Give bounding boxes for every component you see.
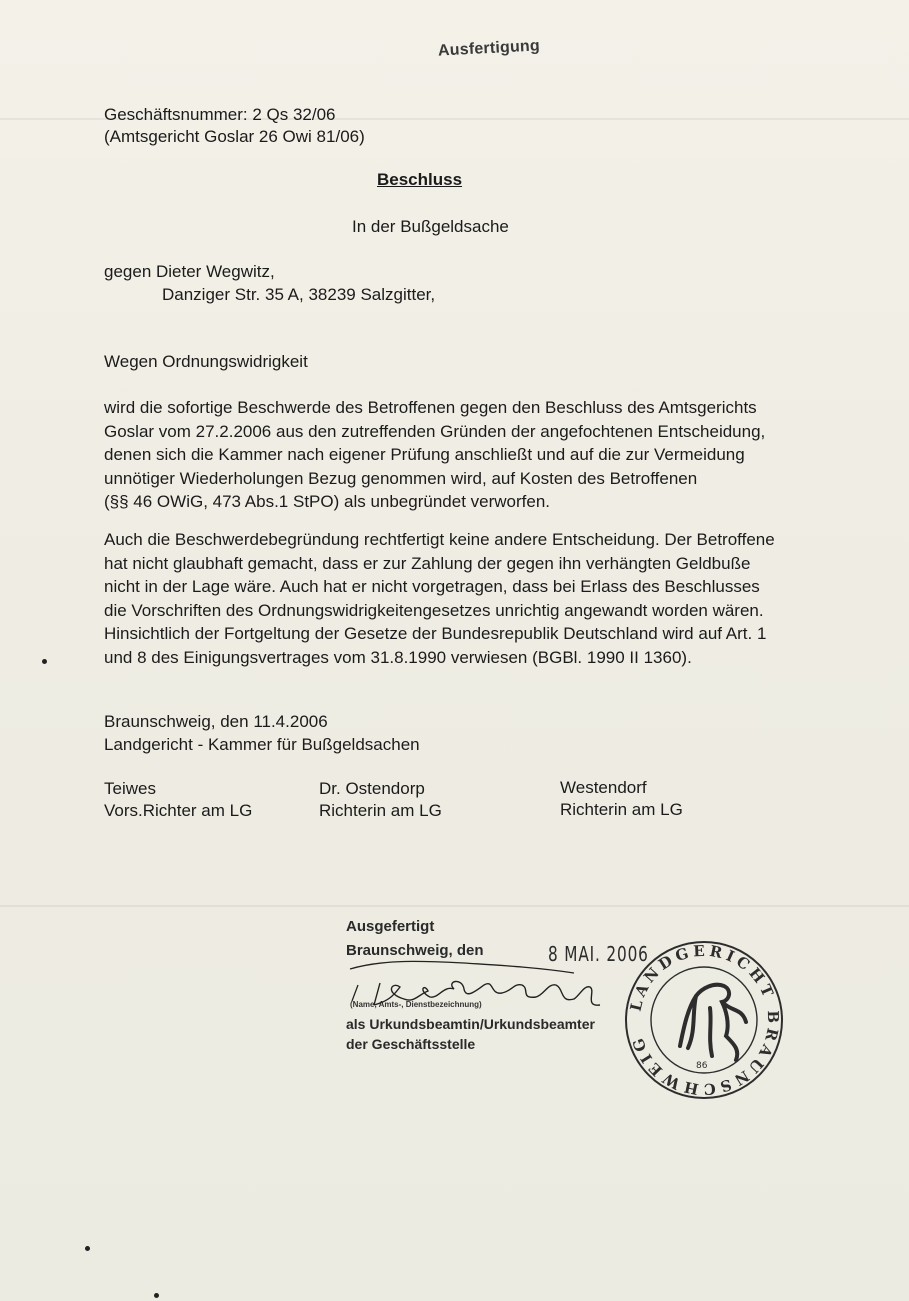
party-name: gegen Dieter Wegwitz, bbox=[104, 262, 275, 281]
reasoning-paragraph bbox=[104, 528, 864, 669]
certification-date: 8 MAI. 2006 bbox=[548, 942, 649, 966]
paragraph-line: die Vorschriften des Ordnungswidrigkeitengesetzes unrichtig angewandt worden wären. bbox=[104, 600, 764, 620]
certification-label: Ausgefertigt bbox=[346, 918, 435, 935]
paper-fold bbox=[0, 905, 909, 907]
paragraph-line: und 8 des Einigungsvertrages vom 31.8.1990 verwiesen (BGBl. 1990 II 1360). bbox=[104, 647, 692, 667]
paragraph-line: wird die sofortige Beschwerde des Betroffenen gegen den Beschluss des Amtsgerichts bbox=[104, 398, 757, 417]
judge-role: Vors.Richter am LG bbox=[104, 801, 253, 820]
certification-place: Braunschweig, den bbox=[346, 942, 484, 959]
party-address: Danziger Str. 35 A, 38239 Salzgitter, bbox=[162, 285, 436, 304]
horse-emblem-icon bbox=[680, 985, 746, 1060]
paragraph-line: Goslar vom 27.2.2006 aus den zutreffenden Gründen der angefochtenen Entscheidung, bbox=[104, 421, 766, 441]
paper-speck bbox=[85, 1246, 90, 1251]
certification-official: als Urkundsbeamtin/Urkundsbeamter bbox=[346, 1016, 595, 1032]
decision-paragraph bbox=[104, 396, 864, 514]
document-title: Beschluss bbox=[377, 170, 463, 189]
ausfertigung-stamp: Ausfertigung bbox=[437, 37, 541, 60]
seal-lettering: LANDGERICHT BRAUNSCHWEIG bbox=[626, 941, 783, 1099]
judge-name: Dr. Ostendorp bbox=[319, 779, 425, 798]
court-name: Landgericht - Kammer für Bußgeldsachen bbox=[104, 735, 420, 754]
judge-name: Westendorf bbox=[560, 778, 647, 797]
paragraph-line: (§§ 46 OWiG, 473 Abs.1 StPO) als unbegründet verworfen. bbox=[104, 492, 551, 511]
subject-line: In der Bußgeldsache bbox=[352, 217, 509, 236]
lower-court-reference: (Amtsgericht Goslar 26 Owi 81/06) bbox=[104, 127, 365, 146]
seal-number: 86 bbox=[696, 1061, 708, 1071]
judge-role: Richterin am LG bbox=[560, 800, 683, 819]
certification-caption: (Name, Amts-, Dienstbezeichnung) bbox=[350, 1000, 482, 1009]
judge-name: Teiwes bbox=[104, 779, 156, 798]
paragraph-line: Auch die Beschwerdebegründung rechtfertigt keine andere Entscheidung. Der Betroffene bbox=[104, 530, 775, 549]
paragraph-line: unnötiger Wiederholungen Bezug genommen wird, auf Kosten des Betroffenen bbox=[104, 468, 698, 488]
judge-role: Richterin am LG bbox=[319, 801, 442, 820]
paragraph-line: hat nicht glaubhaft gemacht, dass er zur Zahlung der gegen ihn verhängten Geldbuße bbox=[104, 553, 751, 573]
case-number: Geschäftsnummer: 2 Qs 32/06 bbox=[104, 105, 336, 124]
paper-speck bbox=[154, 1293, 159, 1298]
paper-speck bbox=[42, 659, 47, 664]
paragraph-line: denen sich die Kammer nach eigener Prüfung anschließt und auf die zur Vermeidung bbox=[104, 445, 745, 464]
paragraph-line: nicht in der Lage wäre. Auch hat er nicht vorgetragen, dass bei Erlass des Beschlusses bbox=[104, 577, 760, 596]
reason-line: Wegen Ordnungswidrigkeit bbox=[104, 352, 308, 371]
paragraph-line: Hinsichtlich der Fortgeltung der Gesetze der Bundesrepublik Deutschland wird auf Art. 1 bbox=[104, 624, 767, 643]
court-seal bbox=[622, 938, 786, 1102]
certification-office: der Geschäftsstelle bbox=[346, 1036, 476, 1052]
place-and-date: Braunschweig, den 11.4.2006 bbox=[104, 712, 328, 731]
handwritten-signature bbox=[344, 955, 614, 1015]
